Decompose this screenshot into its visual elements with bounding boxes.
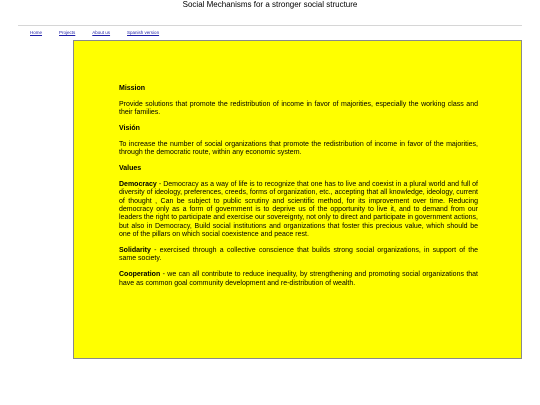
top-navigation [30, 30, 176, 38]
value-cooperation [119, 271, 478, 288]
value-solidarity-text: - exercised through a collective conscience that builds strong social organizations, in support of the same society. [119, 247, 478, 263]
value-cooperation-text: - we can all contribute to reduce inequality, by strengthening and promoting social organizations that have as common goal community development and re-distribution of wealth. [119, 271, 478, 287]
nav-link-home[interactable]: Home [30, 30, 43, 35]
value-solidarity-term: Solidarity [119, 247, 151, 255]
header-divider [18, 25, 522, 26]
values-heading: Values [119, 165, 142, 172]
page-title: Social Mechanisms for a stronger social structure [182, 0, 358, 9]
nav-link-about-us[interactable]: About us [92, 30, 111, 35]
content-body [119, 85, 478, 295]
value-cooperation-term: Cooperation [119, 271, 161, 279]
vision-heading: Visión [119, 125, 140, 132]
nav-link-projects[interactable]: Projects [59, 30, 76, 35]
content-panel [73, 40, 522, 359]
value-democracy [119, 181, 478, 240]
value-democracy-text: - Democracy as a way of life is to recognize that one has to live and coexist in a plural world and full of diversity of ideology, preferences, creeds, forms of organization, etc., accepting that all knowledge, ideology, current of thought , Can be subject to public scrutiny and scientific method, for its improvement over time. Reducing democracy only as a form of government is to deprive us of the opportunity to live it, and to demand from our leaders the right to participate and exercise our sovereignty, not only to direct and participate in government actions, but also in Democracy, Build social institutions and organizations that foster this precious value, which should be one of the pillars on which social coexistence and peace rest. [119, 180, 478, 239]
value-solidarity [119, 247, 478, 264]
mission-text: Provide solutions that promote the redistribution of income in favor of majorities, especially the working class and their families. [119, 100, 478, 117]
mission-heading: Mission [119, 85, 146, 92]
value-democracy-term: Democracy [119, 180, 157, 188]
nav-link-spanish-version[interactable]: Spanish version [127, 30, 160, 35]
vision-text: To increase the number of social organizations that promote the redistribution of income in favor of the majorities, through the democratic route, within any economic system. [119, 140, 478, 157]
